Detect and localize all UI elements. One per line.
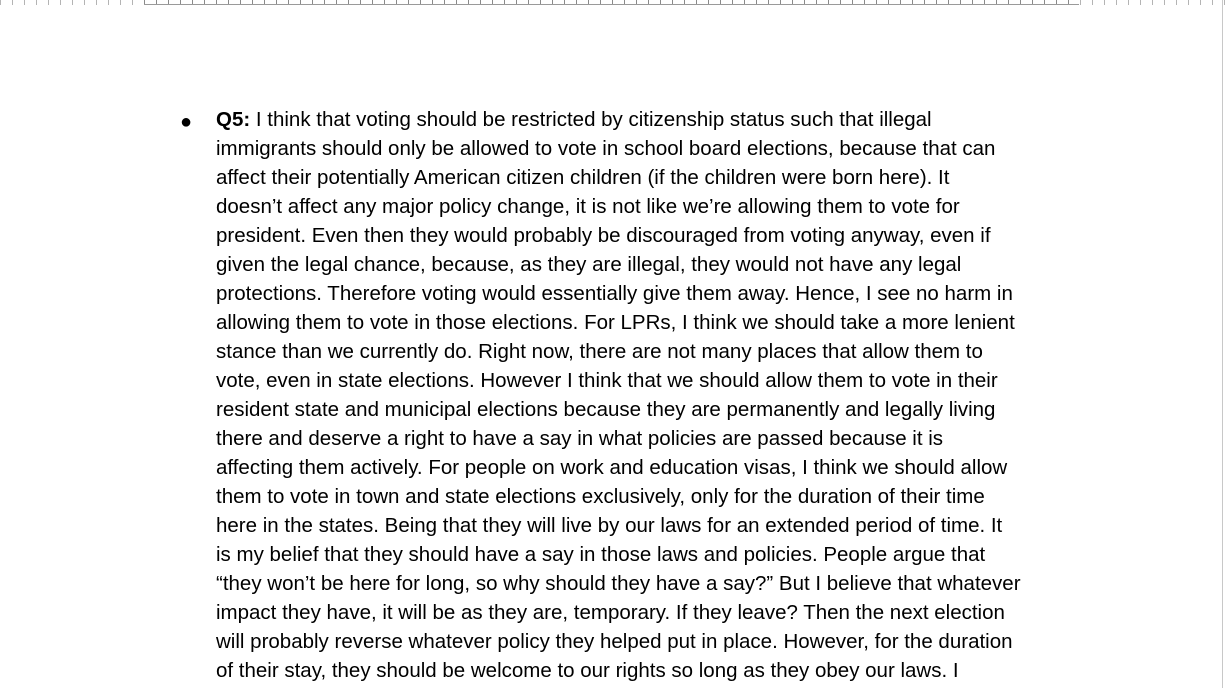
bullet-icon: ● xyxy=(180,111,193,133)
page-right-edge xyxy=(1222,0,1223,688)
answer-text: I think that voting should be restricted by citizenship status such that illegal immigrants should only be allowed to vote in school board elections, because that can affect their potentially American citizen children (if the children were born here). It doesn’t affect any major policy change, it is not like we’re allowing them to vote for president. Even then they would probably be discouraged from voting anyway, even if given the legal chance, because, as they are illegal, they would not have any legal protections. Therefore voting would essentially give them away. Hence, I see no harm in allowing them to vote in those elections. For LPRs, I think we should take a more lenient stance than we currently do. Right now, there are not many places that allow them to vote, even in state elections. However I think that we should allow them to vote in their resident state and municipal elections because they are permanently and legally living there and deserve a right to have a say in what policies are passed because it is affecting them actively. For people on work and education visas, I think we should allow them to vote in town and state elections exclusively, only for the duration of their time here in the states. Being that they will live by our laws for an extended period of time. It is my belief that they should have a say in those laws and policies. People argue that “they won’t be here for long, so why should they have a say?” But I believe that whatever impact they have, it will be as they are, temporary. If they leave? Then the next election will probably reverse whatever policy they helped put in place. However, for the duration of their stay, they should be welcome to our rights so long as they obey our laws. I xyxy=(216,108,1021,682)
question-label: Q5: xyxy=(216,108,251,131)
answer-paragraph-q5[interactable] xyxy=(216,105,1096,685)
